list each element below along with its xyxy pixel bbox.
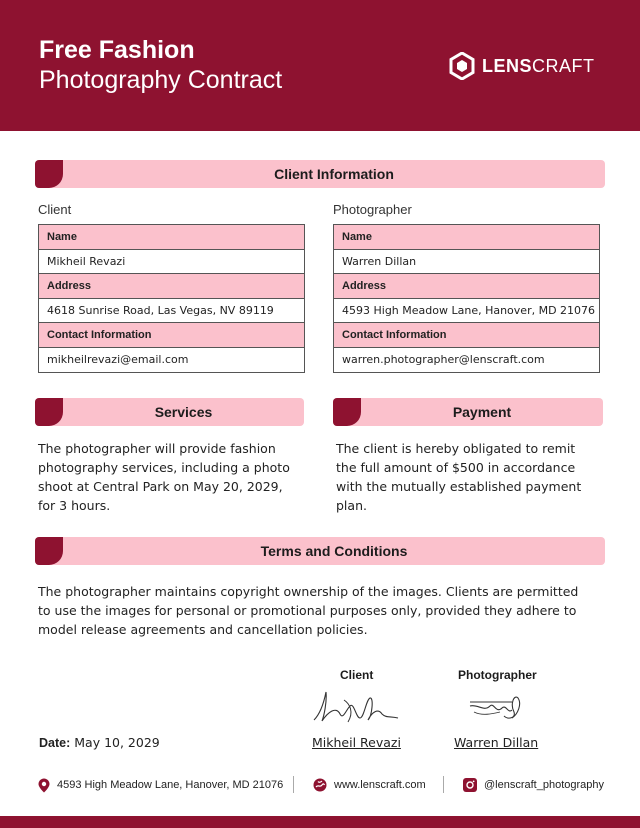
section-tab — [35, 398, 63, 426]
payment-header — [333, 398, 603, 426]
header-banner — [0, 0, 640, 131]
client-information-header — [35, 160, 605, 188]
client-signature-icon — [310, 688, 402, 726]
table-header-cell: Address — [334, 274, 599, 299]
services-text: The photographer will provide fashion photography services, including a photo shoot at Central Park on May 20, 2029, for 3 hours. — [38, 441, 290, 513]
section-title: Services — [154, 404, 213, 420]
brand-name: LENSCRAFT — [482, 55, 595, 76]
section-tab — [35, 537, 63, 565]
section-title: Payment — [452, 404, 512, 420]
footer-divider — [443, 776, 444, 793]
lenscraft-logo-icon — [449, 52, 475, 80]
date-value: May 10, 2029 — [74, 735, 160, 750]
photographer-address-value: 4593 High Meadow Lane, Hanover, MD 21076 — [334, 299, 599, 324]
contract-date — [39, 735, 160, 750]
photographer-contact-value: warren.photographer@lenscraft.com — [342, 353, 545, 367]
photographer-signature-heading: Photographer — [458, 668, 537, 682]
section-tab — [333, 398, 361, 426]
photographer-column-label: Photographer — [333, 202, 412, 217]
services-header — [35, 398, 304, 426]
client-info-table — [38, 224, 305, 373]
section-title: Terms and Conditions — [260, 543, 408, 559]
location-pin-icon — [38, 778, 50, 793]
footer-social[interactable]: @lenscraft_photography — [463, 777, 604, 793]
table-header-cell: Address — [39, 274, 304, 299]
client-address-value: 4618 Sunrise Road, Las Vegas, NV 89119 — [39, 299, 304, 324]
client-contact-value: mikheilrevazi@email.com — [47, 353, 189, 367]
footer-bar — [0, 816, 640, 828]
brand-logo — [449, 52, 595, 80]
date-label: Date: — [39, 736, 71, 750]
photographer-signature-name: Warren Dillan — [454, 735, 539, 750]
table-header-cell: Contact Information — [39, 323, 304, 348]
footer-divider — [293, 776, 294, 793]
footer-website[interactable]: www.lenscraft.com — [313, 777, 426, 793]
terms-text: The photographer maintains copyright ownership of the images. Clients are permitted to use the images for personal or promotional purposes only, provided they adhere to model release agreements and cancellation policies. — [38, 584, 579, 637]
client-signature-name: Mikheil Revazi — [312, 735, 401, 750]
payment-text: The client is hereby obligated to remit the full amount of $500 in accordance with the mutually established payment plan. — [336, 441, 582, 513]
table-header-cell: Name — [39, 225, 304, 250]
photographer-signature-icon — [466, 692, 526, 724]
client-signature-heading: Client — [340, 668, 374, 682]
title-line-1: Free Fashion — [39, 36, 195, 64]
footer-address: 4593 High Meadow Lane, Hanover, MD 21076 — [38, 777, 283, 793]
section-tab — [35, 160, 63, 188]
client-name-value: Mikheil Revazi — [39, 250, 304, 275]
terms-header — [35, 537, 605, 565]
table-header-cell: Contact Information — [334, 323, 599, 348]
globe-icon — [313, 778, 327, 792]
title-line-2: Photography Contract — [39, 66, 283, 94]
section-title: Client Information — [274, 166, 394, 182]
instagram-icon — [463, 778, 477, 792]
photographer-name-value: Warren Dillan — [334, 250, 599, 275]
table-header-cell: Name — [334, 225, 599, 250]
client-column-label: Client — [38, 202, 72, 217]
photographer-info-table — [333, 224, 600, 373]
